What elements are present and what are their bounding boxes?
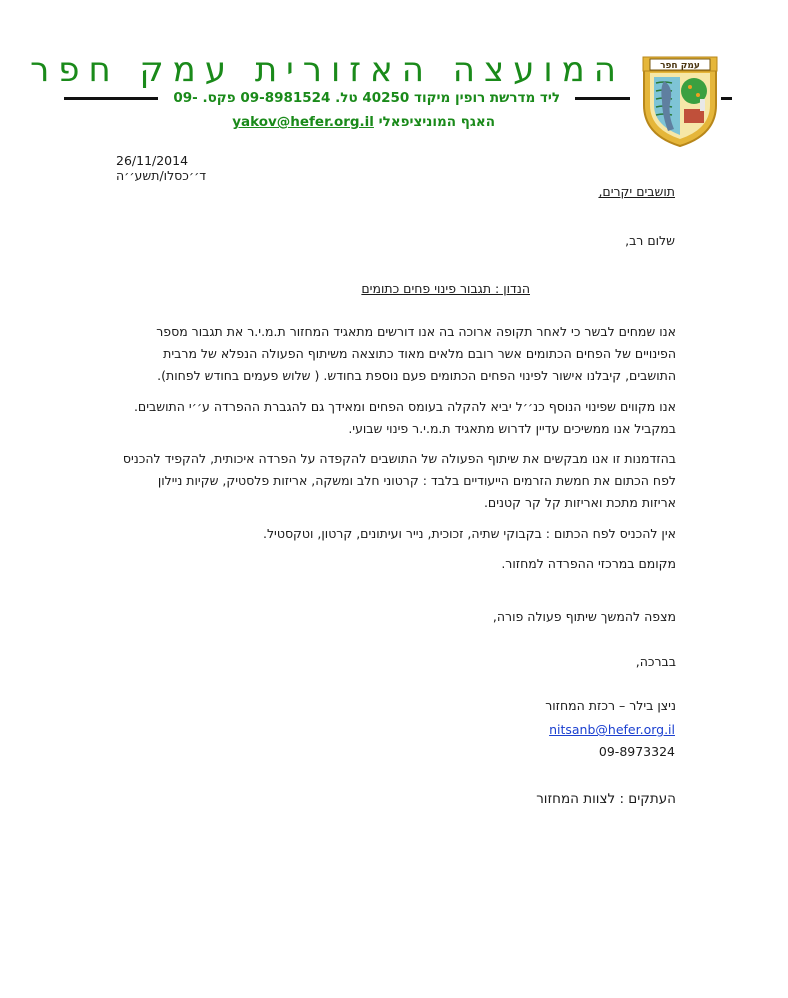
signature-email-link[interactable]: nitsanb@hefer.org.il [549,722,675,737]
paragraph-3 [106,448,676,514]
council-logo [640,53,720,148]
paragraph-line: הפינויים של הפחים הכתומים אשר רובם מלאים מאוד כתוצאה משיתוף הפעולה הנפלא של מרבית [163,346,676,361]
greeting: תושבים יקרים, [598,184,675,199]
paragraph-4 [263,523,676,545]
signature-phone: 09-8973324 [598,744,675,759]
paragraph-line: אין להכניס לפח הכתום : בקבוקי שתיה, זכוכית, נייר ועיתונים, קרטון, וטקסטיל. [262,526,676,541]
paragraph-line: אריזות מתכת ואריזות קל קר קטנים. [483,495,676,510]
salutation: שלום רב, [625,233,675,248]
header-rule-far-right [721,97,732,100]
department-email-link[interactable]: yakov@hefer.org.il [232,114,374,130]
date-gregorian: 26/11/2014 [116,153,189,168]
paragraph-line: אנו מקווים שפינוי הנוסף כנ׳׳ל יביא להקלה בעומס הפחים ומאידך גם להגברת ההפרדה ע׳׳י התושבים. [133,399,676,414]
paragraph-line: לפח הכתום את חמשת הזרמים הייעודיים בלבד : קרטוני חלב ומשקה, אריזות פלסטיק, שקיות ניילון [157,473,676,488]
paragraph-line: מקומם במרכזי ההפרדה למחזור. [501,556,676,571]
closing-line: מצפה להמשך שיתוף פעולה פורה, [492,609,676,624]
regards-line: בברכה, [635,654,676,669]
paragraph-line: בהזדמנות זו אנו מבקשים את שיתוף הפעולה של התושבים להקפדה על הפרדה איכותית, להקפיד להכניס [122,451,676,466]
header-rule-right [575,97,630,100]
date-hebrew: ד׳׳כסלו/תשע׳׳ה [116,168,207,183]
subject-line: הנדון : תגבור פינוי פחים כתומים [361,281,530,296]
date-block [116,153,206,183]
logo-text: עמק חפר [660,61,700,71]
paragraph-1 [116,321,676,387]
paragraph-line: התושבים, קיבלנו אישור לפינוי הפחים הכתומים פעם נוספת בחודש. ( שלוש פעמים בחודש לפחות). [157,368,676,383]
council-shield-icon [640,53,720,148]
address-line: ליד מדרשת רופין מיקוד 40250 טל. 09-8981524 פקס. -09 [173,90,560,106]
department-line [230,112,495,132]
org-name-title: המועצה האזורית עמק חפר [30,50,625,90]
paragraph-line: אנו שמחים לבשר כי לאחר תקופה ארוכה בה אנו דורשים מתאגיד המחזור ת.מ.י.ר את תגבור מספר [156,324,676,339]
department-name: האגף המוניציפאלי [378,114,495,130]
paragraph-5 [501,553,676,575]
paragraph-2 [116,396,676,440]
header-rule-left [64,97,158,100]
signature-name: ניצן בילר – רכזת המחזור [545,698,676,713]
copies-line: העתקים : לצוות המחזור [536,791,676,807]
paragraph-line: במקביל אנו ממשיכים עדיין לדרוש מתאגיד ת.מ.י.ר פינוי שבועי. [348,421,676,436]
